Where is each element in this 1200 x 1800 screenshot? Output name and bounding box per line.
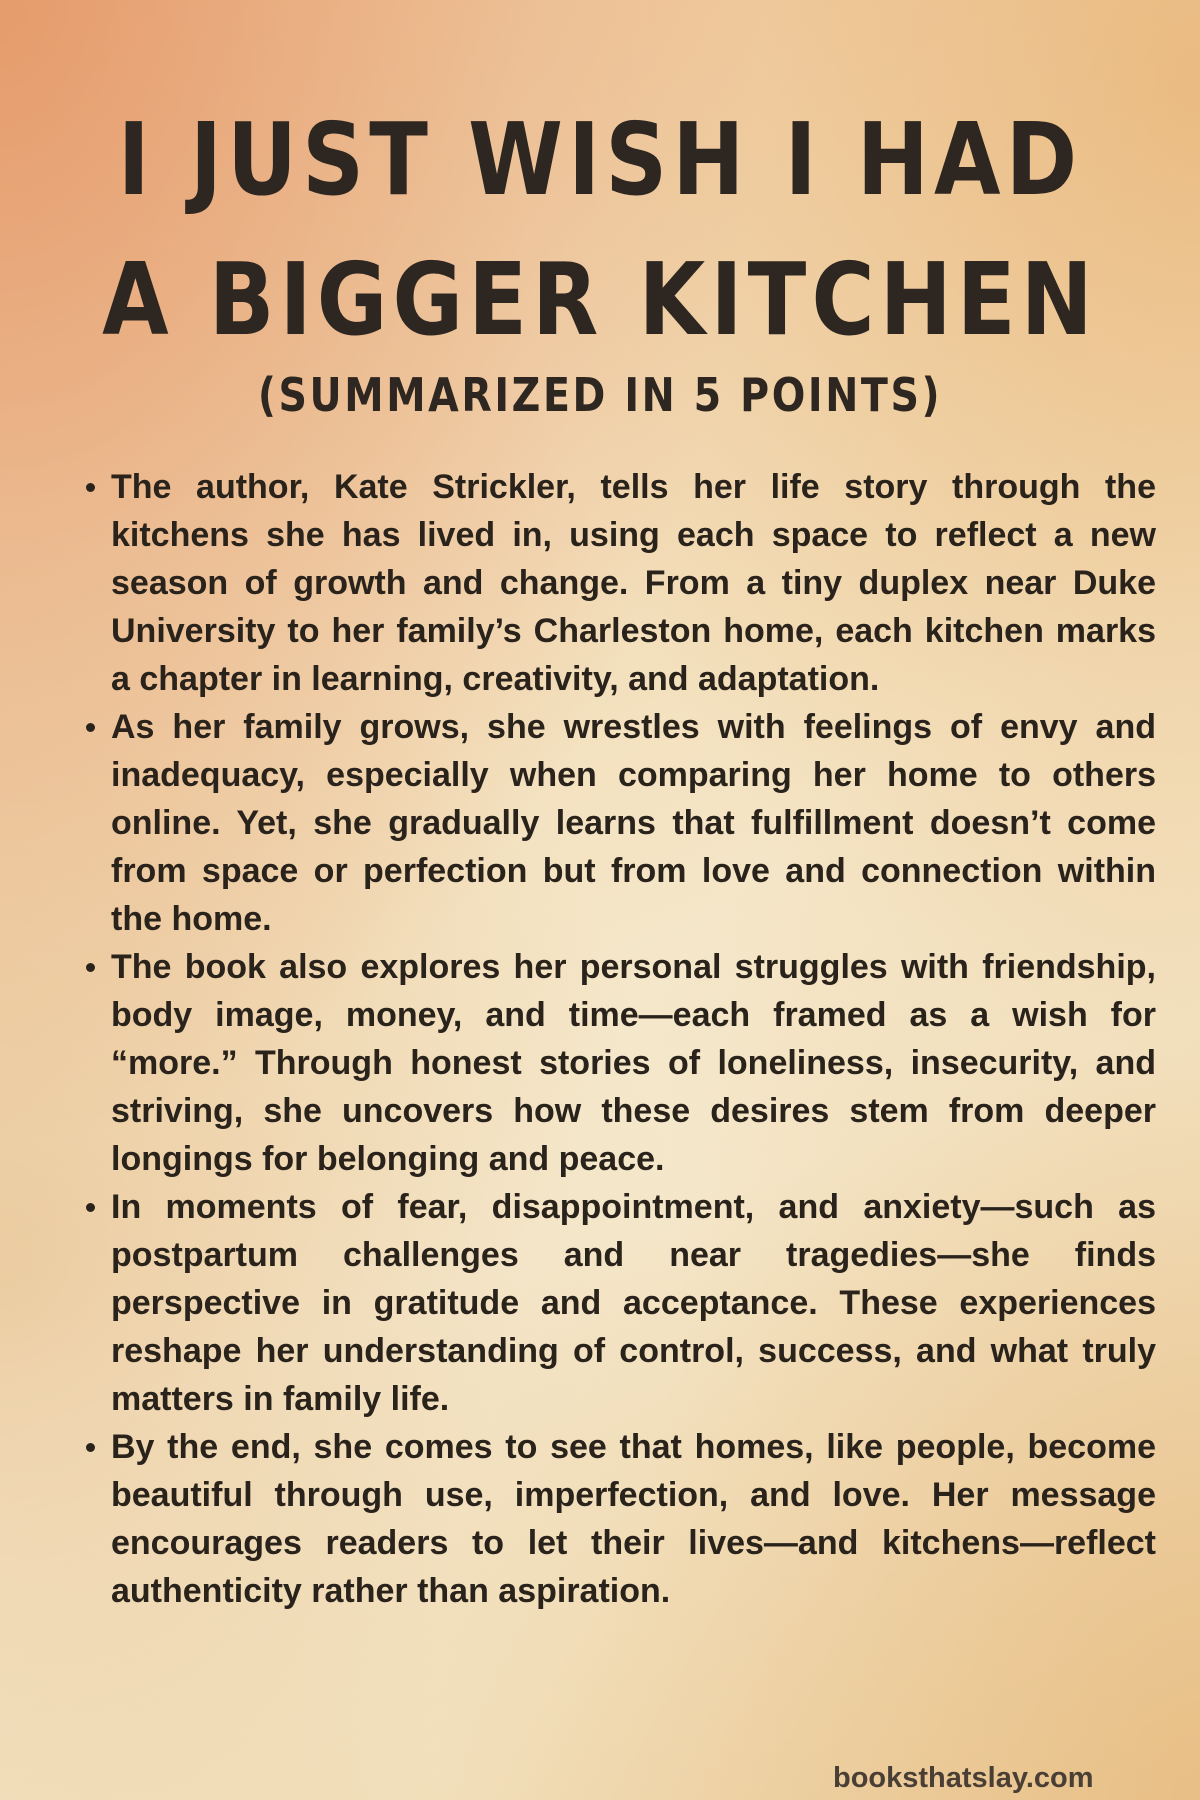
- summary-point: [111, 943, 1156, 1183]
- bullet-icon: [86, 1203, 95, 1212]
- summary-point: [111, 703, 1156, 943]
- point-text: In moments of fear, disappointment, and anxiety—such as postpartum challenges and near tragedies—she finds perspective in gratitude and acceptance. These experiences reshape her understanding of control, success, and what truly matters in family life.: [111, 1188, 1156, 1418]
- bullet-icon: [86, 1443, 95, 1452]
- summary-point: [111, 463, 1156, 703]
- point-text: The book also explores her personal struggles with friendship, body image, money, and time—each framed as a wish for “more.” Through honest stories of loneliness, insecurity, and striving, she uncovers how these desires stem from deeper longings for belonging and peace.: [111, 948, 1156, 1178]
- point-text: By the end, she comes to see that homes, like people, become beautiful through use, imperfection, and love. Her message encourages readers to let their lives—and kitchens—reflect authenticity rather than aspiration.: [111, 1428, 1156, 1610]
- subtitle: (SUMMARIZED IN 5 POINTS): [257, 368, 943, 422]
- bullet-icon: [86, 483, 95, 492]
- summary-points: [80, 463, 1156, 1615]
- summary-point: [111, 1183, 1156, 1423]
- bullet-icon: [86, 723, 95, 732]
- point-text: As her family grows, she wrestles with feelings of envy and inadequacy, especially when comparing her home to others online. Yet, she gradually learns that fulfillment doesn’t come from space or perfection but from love and connection within the home.: [111, 708, 1156, 938]
- title-line-1: I JUST WISH I HAD: [117, 101, 1083, 218]
- bullet-icon: [86, 963, 95, 972]
- title-line-2: A BIGGER KITCHEN: [102, 241, 1098, 358]
- summary-point: [111, 1423, 1156, 1615]
- point-text: The author, Kate Strickler, tells her life story through the kitchens she has lived in, using each space to reflect a new season of growth and change. From a tiny duplex near Duke University to her family’s Charleston home, each kitchen marks a chapter in learning, creativity, and adaptation.: [111, 468, 1156, 698]
- website-link[interactable]: booksthatslay.com: [833, 1762, 1094, 1794]
